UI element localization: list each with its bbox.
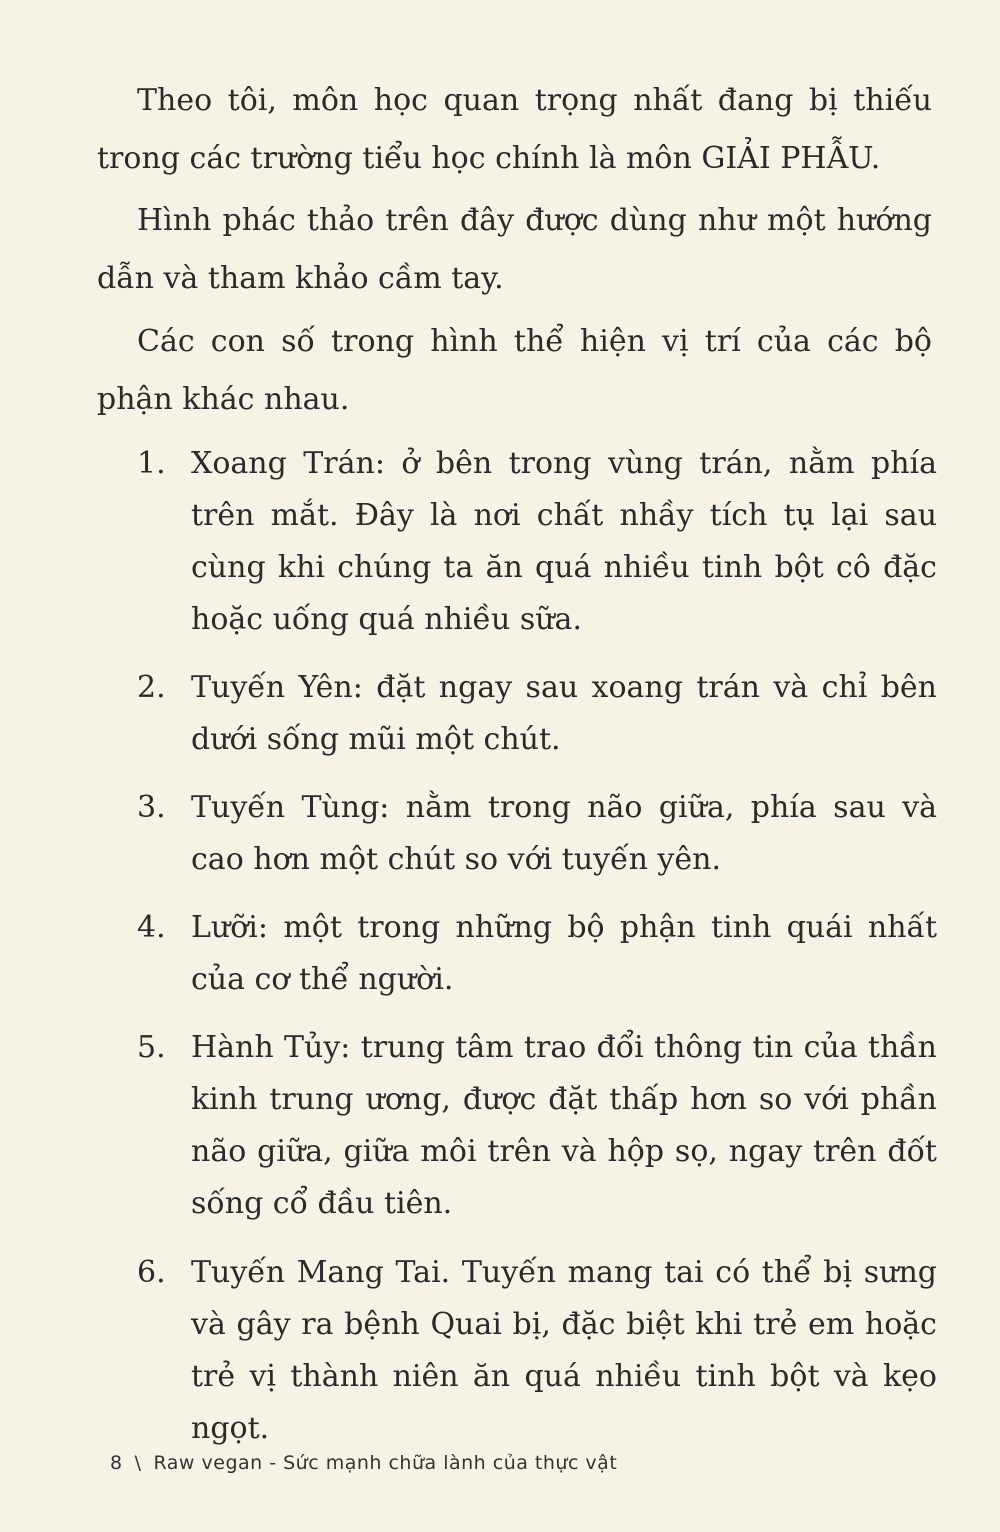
list-number: 4.	[137, 910, 166, 945]
list-text: Tuyến Yên: đặt ngay sau xoang trán và chỉ bên dưới sống mũi một chút.	[191, 670, 937, 757]
paragraph-2: Hình phác thảo trên đây được dùng như một hướng dẫn và tham khảo cầm tay.	[97, 203, 932, 296]
list-number: 1.	[137, 446, 166, 481]
page-footer	[110, 1452, 629, 1474]
paragraph-3: Các con số trong hình thể hiện vị trí của các bộ phận khác nhau.	[97, 324, 932, 417]
book-title: Raw vegan - Sức mạnh chữa lành của thực vật	[153, 1452, 618, 1474]
list-text: Tuyến Tùng: nằm trong não giữa, phía sau và cao hơn một chút so với tuyến yên.	[191, 790, 937, 877]
list-number: 6.	[137, 1255, 166, 1290]
list-item	[137, 1247, 937, 1455]
list-item	[137, 662, 937, 766]
list-text: Tuyến Mang Tai. Tuyến mang tai có thể bị sưng và gây ra bệnh Quai bị, đặc biệt khi trẻ em hoặc trẻ vị thành niên ăn quá nhiều tinh bột và kẹo ngọt.	[191, 1255, 937, 1446]
list-text: Lưỡi: một trong những bộ phận tinh quái nhất của cơ thể người.	[191, 910, 937, 997]
list-item	[137, 782, 937, 886]
list-number: 5.	[137, 1030, 166, 1065]
list-item	[137, 902, 937, 1006]
list-item	[137, 1022, 937, 1230]
list-text: Xoang Trán: ở bên trong vùng trán, nằm phía trên mắt. Đây là nơi chất nhầy tích tụ lại sau cùng khi chúng ta ăn quá nhiều tinh bột cô đặc hoặc uống quá nhiều sữa.	[191, 446, 937, 637]
page-number: 8	[110, 1452, 123, 1474]
list-item	[137, 438, 937, 646]
footer-separator: \	[134, 1452, 142, 1474]
list-number: 2.	[137, 670, 166, 705]
list-number: 3.	[137, 790, 166, 825]
paragraph-1: Theo tôi, môn học quan trọng nhất đang bị thiếu trong các trường tiểu học chính là môn GIẢI PHẪU.	[97, 83, 932, 176]
list-text: Hành Tủy: trung tâm trao đổi thông tin của thần kinh trung ương, được đặt thấp hơn so với phần não giữa, giữa môi trên và hộp sọ, ngay trên đốt sống cổ đầu tiên.	[191, 1030, 937, 1221]
